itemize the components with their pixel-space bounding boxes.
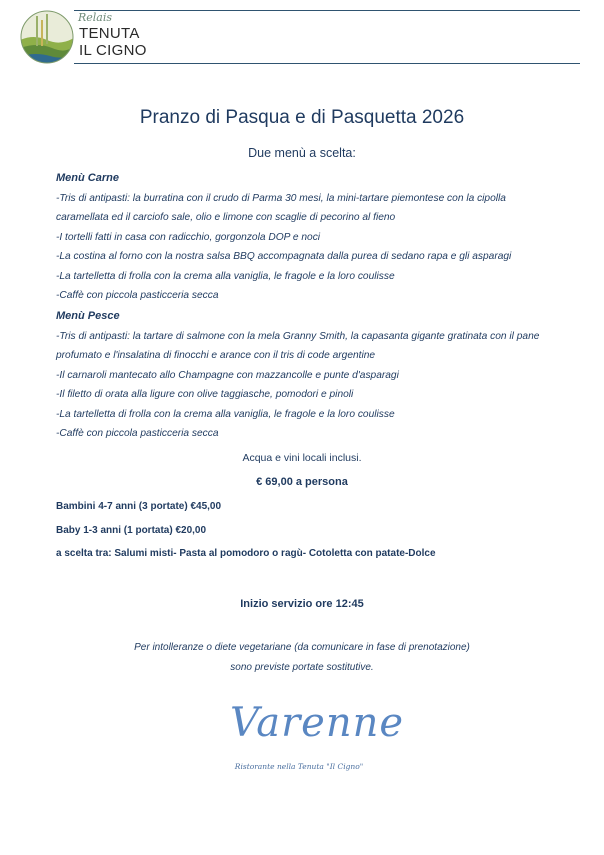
menu-carne-item: -La costina al forno con la nostra salsa BBQ accompagnata dalla purea di sedano rapa e gli asparagi bbox=[56, 251, 512, 262]
menu-carne-heading: Menù Carne bbox=[56, 172, 119, 184]
menu-carne-section bbox=[56, 169, 556, 306]
menu-carne-item: -Tris di antipasti: la burratina con il crudo di Parma 30 mesi, la mini-tartare piemontese con la cipolla caramellata ed il carciofo sale, olio e limone con scaglie di pecorino al fieno bbox=[56, 192, 506, 223]
kids-menu-options: a scelta tra: Salumi misti- Pasta al pomodoro o ragù- Cotoletta con patate-Dolce bbox=[56, 548, 436, 559]
menu-carne-item: -I tortelli fatti in casa con radicchio, gorgonzola DOP e noci bbox=[56, 231, 321, 243]
restaurant-signature-logo bbox=[224, 700, 405, 780]
menu-carne-item: -Caffè con piccola pasticceria secca bbox=[56, 290, 219, 301]
menu-pesce-heading: Menù Pesce bbox=[56, 310, 120, 322]
logo-emblem-icon bbox=[20, 10, 74, 64]
dietary-note-line2: sono previste portate sostitutive. bbox=[230, 662, 374, 673]
kids-price-4-7: Bambini 4-7 anni (3 portate) €45,00 bbox=[56, 501, 222, 512]
logo-relais-text: Relais bbox=[78, 11, 113, 24]
menu-pesce-item: -Il filetto di orata alla ligure con olive taggiasche, pomodori e pinoli bbox=[56, 389, 354, 400]
logo bbox=[20, 8, 160, 66]
price-per-person: € 69,00 a persona bbox=[256, 476, 348, 488]
service-start-time: Inizio servizio ore 12:45 bbox=[240, 598, 364, 610]
page-title: Pranzo di Pasqua e di Pasquetta 2026 bbox=[139, 107, 465, 128]
menu-pesce-item: -Caffè con piccola pasticceria secca bbox=[56, 428, 219, 439]
logo-tenuta-text: TENUTA bbox=[79, 25, 140, 42]
menu-carne-item: -La tartelletta di frolla con la crema alla vaniglia, le fragole e la loro coulisse bbox=[56, 270, 395, 282]
menu-pesce-section bbox=[56, 307, 556, 444]
signature-subtitle: Ristorante nella Tenuta "Il Cigno" bbox=[234, 762, 364, 771]
page-subtitle: Due menù a scelta: bbox=[248, 146, 356, 160]
dietary-note-line1: Per intolleranze o diete vegetariane (da comunicare in fase di prenotazione) bbox=[134, 642, 470, 653]
menu-pesce-item: -La tartelletta di frolla con la crema alla vaniglia, le fragole e la loro coulisse bbox=[56, 408, 395, 420]
signature-name: Varenne bbox=[230, 700, 405, 746]
menu-pesce-item: -Tris di antipasti: la tartare di salmone con la mela Granny Smith, la capasanta gigante gratinata con il pane profumato e l'insalatina di finocchi e arance con il tris di code argentine bbox=[56, 330, 540, 361]
kids-price-1-3: Baby 1-3 anni (1 portata) €20,00 bbox=[56, 525, 207, 536]
drinks-included: Acqua e vini locali inclusi. bbox=[242, 452, 362, 464]
menu-pesce-item: -Il carnaroli mantecato allo Champagne con mazzancolle e punte d'asparagi bbox=[56, 369, 399, 381]
logo-cigno-text: IL CIGNO bbox=[79, 42, 147, 59]
